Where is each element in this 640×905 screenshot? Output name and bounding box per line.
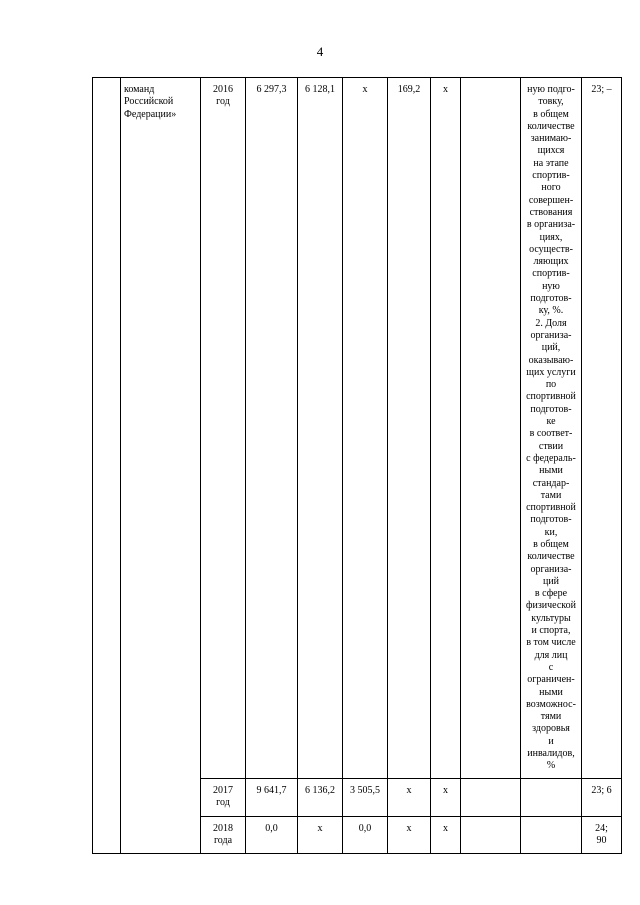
- indicator-description-text: [521, 779, 581, 787]
- total-value: 9 641,7: [256, 785, 287, 796]
- local-value: x: [406, 785, 412, 796]
- name-cell: [121, 78, 201, 854]
- empty-cell: [461, 78, 521, 779]
- value-cell: [431, 779, 461, 817]
- indicator-description-cell: [521, 817, 582, 854]
- other-value: x: [443, 84, 448, 95]
- value-cell: [388, 779, 431, 817]
- indicator-description-text: ную подго- товку, в общем количестве занимаю- щихся на этапе спортив- ного совершен- ствования в организа- циях, осуществ- ляющих спортив- ную подготов- ку, %. 2. Доля организа- ций, оказываю- щих услуги по спортивной подготов- ке в соответ- ствии с федераль- ными стандар- тами спортивной подготов- ки, в общем количестве организа- ций в сфере физической культуры и спорта, в том числе для лиц с ограничен- ными возможнос- тями здоровья и инвалидов, %: [526, 84, 576, 772]
- total-value: 0,0: [265, 823, 278, 834]
- empty-value: [461, 78, 520, 86]
- empty-value: [461, 779, 520, 787]
- value-cell: [298, 817, 343, 854]
- indicator-value: 23; 6: [591, 785, 612, 796]
- other-value: x: [443, 785, 448, 796]
- federal-value: x: [317, 823, 323, 834]
- indicator-value-cell: [582, 78, 622, 779]
- empty-cell: [461, 817, 521, 854]
- regional-value: 3 505,5: [350, 785, 380, 796]
- indicator-description-cell: [521, 779, 582, 817]
- year-text: 2018 года: [213, 823, 233, 847]
- empty-cell: [461, 779, 521, 817]
- value-cell: [431, 817, 461, 854]
- indicator-description-text: [521, 817, 581, 825]
- value-cell: [343, 817, 388, 854]
- value-cell: [246, 78, 298, 779]
- federal-value: 6 128,1: [305, 84, 335, 95]
- year-text: 2017 год: [213, 785, 233, 809]
- year-cell: [201, 817, 246, 854]
- value-cell: [298, 78, 343, 779]
- value-cell: [343, 78, 388, 779]
- local-value: 169,2: [397, 84, 421, 95]
- value-cell: [343, 779, 388, 817]
- total-value: 6 297,3: [256, 84, 287, 95]
- index-cell: [93, 78, 121, 854]
- page-number: 4: [316, 44, 324, 59]
- local-value: x: [406, 823, 412, 834]
- value-cell: [298, 779, 343, 817]
- year-cell: [201, 78, 246, 779]
- indicator-value: 23; –: [591, 84, 612, 95]
- value-cell: [431, 78, 461, 779]
- indicator-value-cell: [582, 779, 622, 817]
- value-cell: [246, 779, 298, 817]
- value-cell: [246, 817, 298, 854]
- federal-value: 6 136,2: [305, 785, 335, 796]
- regional-value: x: [362, 84, 368, 95]
- table-row: [93, 78, 622, 779]
- other-value: x: [443, 823, 448, 834]
- program-name-text: команд Российской Федерации»: [124, 84, 177, 120]
- empty-value: [461, 817, 520, 825]
- indicator-value-cell: [582, 817, 622, 854]
- regional-value: 0,0: [358, 823, 372, 834]
- indicator-description-cell: [521, 78, 582, 779]
- year-text: 2016 год: [213, 84, 233, 108]
- program-table: [92, 77, 622, 854]
- value-cell: [388, 817, 431, 854]
- value-cell: [388, 78, 431, 779]
- indicator-value: 24; 90: [595, 823, 608, 847]
- year-cell: [201, 779, 246, 817]
